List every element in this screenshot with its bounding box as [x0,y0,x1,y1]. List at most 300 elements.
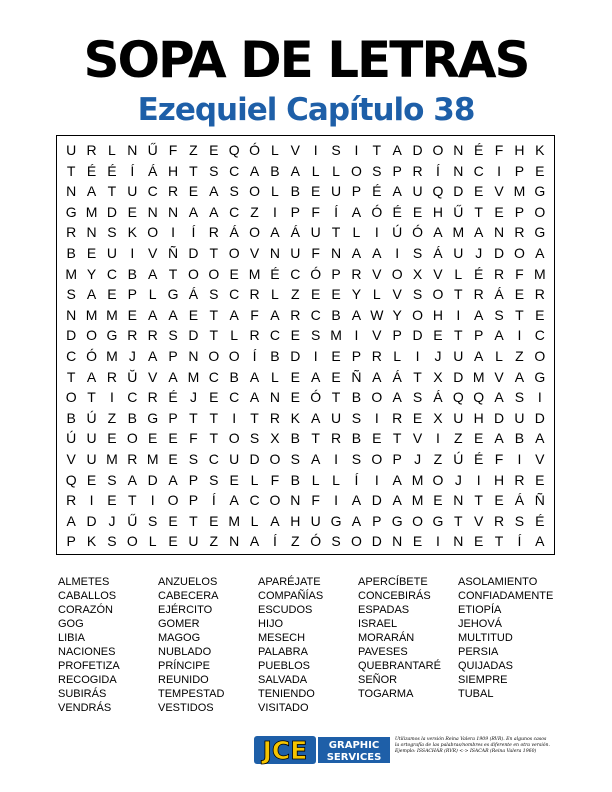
grid-letter[interactable]: S [66,286,76,303]
grid-letter[interactable]: A [66,512,76,529]
grid-letter[interactable]: Y [86,265,97,282]
grid-letter[interactable]: L [332,162,340,179]
grid-letter[interactable]: O [208,265,220,282]
grid-letter[interactable]: A [86,183,97,200]
grid-letter[interactable]: I [150,492,155,509]
grid-letter[interactable]: A [168,471,178,488]
grid-letter[interactable]: Á [433,389,443,406]
grid-letter[interactable]: T [454,327,463,344]
grid-letter[interactable]: V [66,450,76,467]
grid-letter[interactable]: S [107,533,117,550]
grid-letter[interactable]: T [209,430,219,447]
grid-letter[interactable]: A [474,347,484,364]
grid-letter[interactable]: O [65,389,77,406]
grid-letter[interactable]: V [392,286,402,303]
grid-letter[interactable]: O [534,347,546,364]
grid-letter[interactable]: E [412,533,423,550]
grid-letter[interactable]: A [270,224,280,241]
grid-letter[interactable]: I [313,347,318,364]
grid-letter[interactable]: F [494,142,504,158]
grid-letter[interactable]: Z [291,533,300,550]
grid-letter[interactable]: E [229,471,239,488]
grid-letter[interactable]: E [86,244,97,261]
grid-letter[interactable]: K [535,142,545,158]
grid-letter[interactable]: S [412,244,423,261]
grid-letter[interactable]: X [270,430,280,447]
grid-letter[interactable]: N [269,244,280,261]
grid-letter[interactable]: Í [272,533,277,550]
grid-letter[interactable]: S [412,286,423,303]
grid-letter[interactable]: P [474,327,484,344]
grid-letter[interactable]: B [351,430,362,447]
grid-letter[interactable]: F [311,492,320,509]
grid-letter[interactable]: U [412,183,423,200]
grid-letter[interactable]: I [171,224,175,241]
grid-letter[interactable]: O [371,389,383,406]
grid-letter[interactable]: T [331,389,341,406]
grid-letter[interactable]: T [107,183,117,200]
grid-letter[interactable]: N [453,492,464,509]
grid-letter[interactable]: Ó [310,533,322,550]
grid-letter[interactable]: O [412,512,423,529]
grid-letter[interactable]: R [147,327,158,344]
grid-letter[interactable]: Í [130,162,135,179]
grid-letter[interactable]: M [513,183,526,200]
grid-letter[interactable]: R [66,492,77,509]
grid-letter[interactable]: O [126,533,138,550]
grid-letter[interactable]: E [535,162,545,179]
grid-letter[interactable]: P [351,347,362,364]
grid-letter[interactable]: T [189,512,198,529]
grid-letter[interactable]: J [414,450,422,467]
grid-letter[interactable]: V [148,244,158,261]
grid-letter[interactable]: H [494,471,505,488]
grid-letter[interactable]: S [311,327,321,344]
grid-letter[interactable]: S [107,224,117,241]
grid-letter[interactable]: A [229,306,239,323]
grid-letter[interactable]: M [228,512,241,529]
grid-letter[interactable]: O [350,162,362,179]
grid-letter[interactable]: L [271,286,279,303]
grid-letter[interactable]: E [209,389,219,406]
grid-letter[interactable]: D [412,327,423,344]
grid-letter[interactable]: B [331,306,341,323]
grid-letter[interactable]: G [330,512,342,529]
grid-letter[interactable]: R [249,327,260,344]
grid-letter[interactable]: U [66,142,77,158]
grid-letter[interactable]: E [127,306,137,323]
grid-letter[interactable]: H [473,409,484,426]
grid-letter[interactable]: O [228,430,240,447]
grid-letter[interactable]: U [310,512,321,529]
grid-letter[interactable]: M [248,265,261,282]
grid-letter[interactable]: Í [191,224,196,241]
grid-letter[interactable]: S [188,450,199,467]
grid-letter[interactable]: L [148,286,157,303]
grid-letter[interactable]: L [108,142,116,158]
grid-letter[interactable]: G [534,368,546,385]
grid-letter[interactable]: I [334,450,338,467]
grid-letter[interactable]: T [250,409,259,426]
grid-letter[interactable]: E [412,203,423,220]
grid-letter[interactable]: A [270,512,280,529]
grid-letter[interactable]: U [106,244,117,261]
grid-letter[interactable]: Ñ [168,244,179,261]
grid-letter[interactable]: F [311,244,320,261]
grid-letter[interactable]: R [473,286,484,303]
grid-letter[interactable]: L [230,327,239,344]
grid-letter[interactable]: Ű [147,142,158,158]
grid-letter[interactable]: C [534,327,545,344]
grid-letter[interactable]: O [208,347,220,364]
grid-letter[interactable]: É [474,142,484,158]
grid-letter[interactable]: R [269,409,280,426]
grid-letter[interactable]: E [331,286,341,303]
grid-letter[interactable]: V [372,327,382,344]
grid-letter[interactable]: M [106,347,118,364]
grid-letter[interactable]: V [290,142,300,158]
grid-letter[interactable]: T [66,162,76,179]
grid-letter[interactable]: A [351,203,362,220]
grid-letter[interactable]: A [392,471,402,488]
grid-letter[interactable]: P [392,450,402,467]
grid-letter[interactable]: Z [433,450,443,467]
grid-letter[interactable]: A [474,224,484,241]
grid-letter[interactable]: A [270,306,280,323]
grid-letter[interactable]: Ű [127,512,138,529]
grid-letter[interactable]: D [534,409,545,426]
grid-letter[interactable]: Z [209,533,219,550]
grid-letter[interactable]: I [354,142,359,158]
grid-letter[interactable]: C [229,286,240,303]
grid-letter[interactable]: K [86,533,97,550]
grid-letter[interactable]: X [433,409,443,426]
grid-letter[interactable]: Ú [392,224,403,241]
grid-letter[interactable]: M [146,450,159,467]
grid-letter[interactable]: T [189,409,198,426]
grid-letter[interactable]: C [249,492,260,509]
grid-letter[interactable]: O [167,492,179,509]
grid-letter[interactable]: R [351,265,362,282]
grid-letter[interactable]: P [66,533,76,550]
grid-letter[interactable]: R [412,162,423,179]
grid-letter[interactable]: A [168,368,178,385]
grid-letter[interactable]: E [474,533,484,550]
grid-letter[interactable]: J [189,389,197,406]
grid-letter[interactable]: B [229,368,239,385]
grid-letter[interactable]: L [332,471,340,488]
grid-letter[interactable]: E [209,512,219,529]
grid-letter[interactable]: P [331,265,341,282]
grid-letter[interactable]: L [393,347,402,364]
grid-letter[interactable]: N [453,162,464,179]
grid-letter[interactable]: S [514,389,525,406]
grid-letter[interactable]: T [454,286,463,303]
grid-letter[interactable]: J [128,347,136,364]
grid-letter[interactable]: A [168,306,178,323]
grid-letter[interactable]: T [474,203,483,220]
grid-letter[interactable]: A [351,512,362,529]
grid-letter[interactable]: G [147,409,159,426]
grid-letter[interactable]: F [250,306,259,323]
grid-letter[interactable]: S [168,327,178,344]
grid-letter[interactable]: S [209,471,219,488]
grid-letter[interactable]: U [86,430,97,447]
grid-letter[interactable]: P [351,183,362,200]
grid-letter[interactable]: I [456,306,461,323]
grid-letter[interactable]: I [354,327,359,344]
grid-letter[interactable]: E [168,430,178,447]
grid-letter[interactable]: É [372,183,382,200]
grid-letter[interactable]: N [168,203,179,220]
grid-letter[interactable]: P [372,512,382,529]
grid-letter[interactable]: A [86,286,97,303]
grid-letter[interactable]: M [452,224,465,241]
grid-letter[interactable]: A [249,162,260,179]
grid-letter[interactable]: H [432,306,443,323]
grid-letter[interactable]: X [412,265,423,282]
grid-letter[interactable]: M [472,368,485,385]
grid-letter[interactable]: D [86,512,97,529]
grid-letter[interactable]: Z [250,203,259,220]
grid-letter[interactable]: T [168,265,178,282]
grid-letter[interactable]: N [127,142,138,158]
grid-letter[interactable]: E [168,512,178,529]
grid-letter[interactable]: S [351,450,362,467]
grid-letter[interactable]: I [232,409,237,426]
grid-letter[interactable]: F [311,203,320,220]
grid-letter[interactable]: S [494,306,504,323]
grid-letter[interactable]: N [66,306,77,323]
grid-letter[interactable]: Ű [453,203,464,220]
grid-letter[interactable]: I [130,244,135,261]
grid-letter[interactable]: O [350,533,362,550]
grid-letter[interactable]: N [269,389,280,406]
grid-letter[interactable]: E [474,430,484,447]
grid-letter[interactable]: S [209,286,219,303]
grid-letter[interactable]: D [249,450,260,467]
grid-letter[interactable]: Q [432,183,444,200]
grid-letter[interactable]: E [433,492,443,509]
grid-letter[interactable]: A [535,533,545,550]
grid-letter[interactable]: K [127,224,137,241]
grid-letter[interactable]: Í [517,533,522,550]
grid-letter[interactable]: Ŭ [127,368,138,385]
grid-letter[interactable]: R [86,142,97,158]
grid-letter[interactable]: É [535,512,545,529]
grid-letter[interactable]: L [311,162,320,179]
grid-letter[interactable]: M [411,471,424,488]
grid-letter[interactable]: B [351,389,362,406]
grid-letter[interactable]: A [229,492,239,509]
grid-letter[interactable]: U [127,183,138,200]
grid-letter[interactable]: U [453,244,464,261]
grid-letter[interactable]: Ó [310,389,322,406]
grid-letter[interactable]: B [66,409,76,426]
grid-letter[interactable]: A [433,224,443,241]
grid-letter[interactable]: E [514,286,525,303]
grid-letter[interactable]: T [209,244,219,261]
grid-letter[interactable]: O [432,142,444,158]
grid-letter[interactable]: F [494,450,504,467]
grid-letter[interactable]: L [271,142,279,158]
grid-letter[interactable]: Y [351,286,362,303]
grid-letter[interactable]: A [474,306,484,323]
grid-letter[interactable]: V [494,368,504,385]
grid-letter[interactable]: Ó [412,224,423,241]
grid-letter[interactable]: A [535,430,545,447]
grid-letter[interactable]: J [434,347,442,364]
grid-letter[interactable]: T [87,389,96,406]
grid-letter[interactable]: C [310,306,321,323]
grid-letter[interactable]: X [433,368,443,385]
grid-letter[interactable]: Ú [66,430,77,447]
grid-letter[interactable]: I [89,492,94,509]
grid-letter[interactable]: Í [334,203,338,220]
grid-letter[interactable]: R [249,286,260,303]
grid-letter[interactable]: N [453,142,464,158]
grid-letter[interactable]: D [494,244,505,261]
grid-letter[interactable]: L [271,183,279,200]
grid-letter[interactable]: A [494,389,504,406]
grid-letter[interactable]: N [331,244,342,261]
grid-letter[interactable]: I [374,409,379,426]
grid-letter[interactable]: A [372,244,382,261]
grid-letter[interactable]: T [128,492,137,509]
grid-letter[interactable]: Ñ [351,368,362,385]
grid-letter[interactable]: N [229,533,240,550]
grid-letter[interactable]: S [209,162,219,179]
grid-letter[interactable]: U [331,183,342,200]
grid-letter[interactable]: O [371,450,383,467]
grid-letter[interactable]: B [290,471,300,488]
grid-letter[interactable]: G [65,203,77,220]
grid-letter[interactable]: D [66,327,77,344]
grid-letter[interactable]: F [270,471,280,488]
grid-letter[interactable]: O [126,430,138,447]
grid-letter[interactable]: A [311,409,321,426]
grid-letter[interactable]: J [108,512,116,529]
grid-letter[interactable]: I [435,430,440,447]
grid-letter[interactable]: T [66,368,76,385]
grid-letter[interactable]: E [412,409,423,426]
grid-letter[interactable]: R [290,306,301,323]
grid-letter[interactable]: T [189,162,198,179]
grid-letter[interactable]: O [269,450,281,467]
grid-letter[interactable]: M [106,450,118,467]
grid-letter[interactable]: M [330,327,342,344]
grid-letter[interactable]: D [371,533,382,550]
grid-letter[interactable]: N [453,533,464,550]
grid-letter[interactable]: I [476,471,481,488]
grid-letter[interactable]: C [208,450,219,467]
grid-letter[interactable]: T [311,430,320,447]
grid-letter[interactable]: M [65,265,78,282]
grid-letter[interactable]: S [290,450,300,467]
grid-letter[interactable]: A [535,244,545,261]
grid-letter[interactable]: E [494,203,504,220]
grid-letter[interactable]: P [392,327,402,344]
grid-letter[interactable]: G [432,512,444,529]
grid-letter[interactable]: P [188,471,199,488]
grid-letter[interactable]: D [494,409,505,426]
grid-letter[interactable]: Ó [310,265,322,282]
grid-letter[interactable]: D [290,347,301,364]
grid-letter[interactable]: A [311,368,321,385]
grid-letter[interactable]: R [534,286,545,303]
grid-letter[interactable]: O [534,203,546,220]
grid-letter[interactable]: L [495,347,503,364]
grid-letter[interactable]: U [310,224,321,241]
grid-letter[interactable]: O [228,347,240,364]
grid-letter[interactable]: Ó [371,203,383,220]
grid-letter[interactable]: V [372,265,382,282]
grid-letter[interactable]: P [168,347,178,364]
grid-letter[interactable]: I [395,244,400,261]
grid-letter[interactable]: A [392,183,402,200]
grid-letter[interactable]: U [188,533,199,550]
grid-letter[interactable]: D [371,492,382,509]
grid-letter[interactable]: Ú [453,450,464,467]
grid-letter[interactable]: E [331,368,341,385]
grid-letter[interactable]: N [290,492,301,509]
grid-letter[interactable]: U [229,450,240,467]
grid-letter[interactable]: Á [148,162,158,179]
grid-letter[interactable]: S [107,471,117,488]
grid-letter[interactable]: E [311,183,321,200]
grid-letter[interactable]: A [392,492,402,509]
grid-letter[interactable]: D [147,471,158,488]
grid-letter[interactable]: R [494,512,505,529]
grid-letter[interactable]: H [432,203,443,220]
grid-letter[interactable]: S [148,512,158,529]
grid-letter[interactable]: S [351,409,362,426]
grid-letter[interactable]: G [534,183,546,200]
grid-letter[interactable]: E [107,286,117,303]
grid-letter[interactable]: W [370,306,384,323]
grid-letter[interactable]: Í [354,471,359,488]
grid-letter[interactable]: S [229,183,239,200]
grid-letter[interactable]: R [494,265,505,282]
grid-letter[interactable]: L [352,224,361,241]
grid-letter[interactable]: Ó [86,347,97,364]
grid-letter[interactable]: I [537,389,542,406]
grid-letter[interactable]: E [168,450,178,467]
grid-letter[interactable]: C [229,162,240,179]
grid-letter[interactable]: O [249,224,260,241]
grid-letter[interactable]: R [514,224,525,241]
grid-letter[interactable]: H [168,162,179,179]
grid-letter[interactable]: A [392,389,402,406]
grid-letter[interactable]: É [107,162,117,179]
grid-letter[interactable]: P [168,409,178,426]
grid-letter[interactable]: A [392,142,402,158]
grid-letter[interactable]: Q [228,142,240,158]
grid-letter[interactable]: D [453,368,464,385]
grid-letter[interactable]: S [331,533,341,550]
grid-letter[interactable]: C [229,389,240,406]
grid-letter[interactable]: P [392,162,402,179]
grid-letter[interactable]: J [475,244,483,261]
grid-letter[interactable]: P [188,492,199,509]
grid-letter[interactable]: R [208,224,219,241]
grid-letter[interactable]: A [209,183,219,200]
grid-letter[interactable]: C [290,265,301,282]
grid-letter[interactable]: E [290,389,300,406]
grid-letter[interactable]: A [148,306,158,323]
grid-letter[interactable]: E [107,430,117,447]
grid-letter[interactable]: E [331,347,341,364]
